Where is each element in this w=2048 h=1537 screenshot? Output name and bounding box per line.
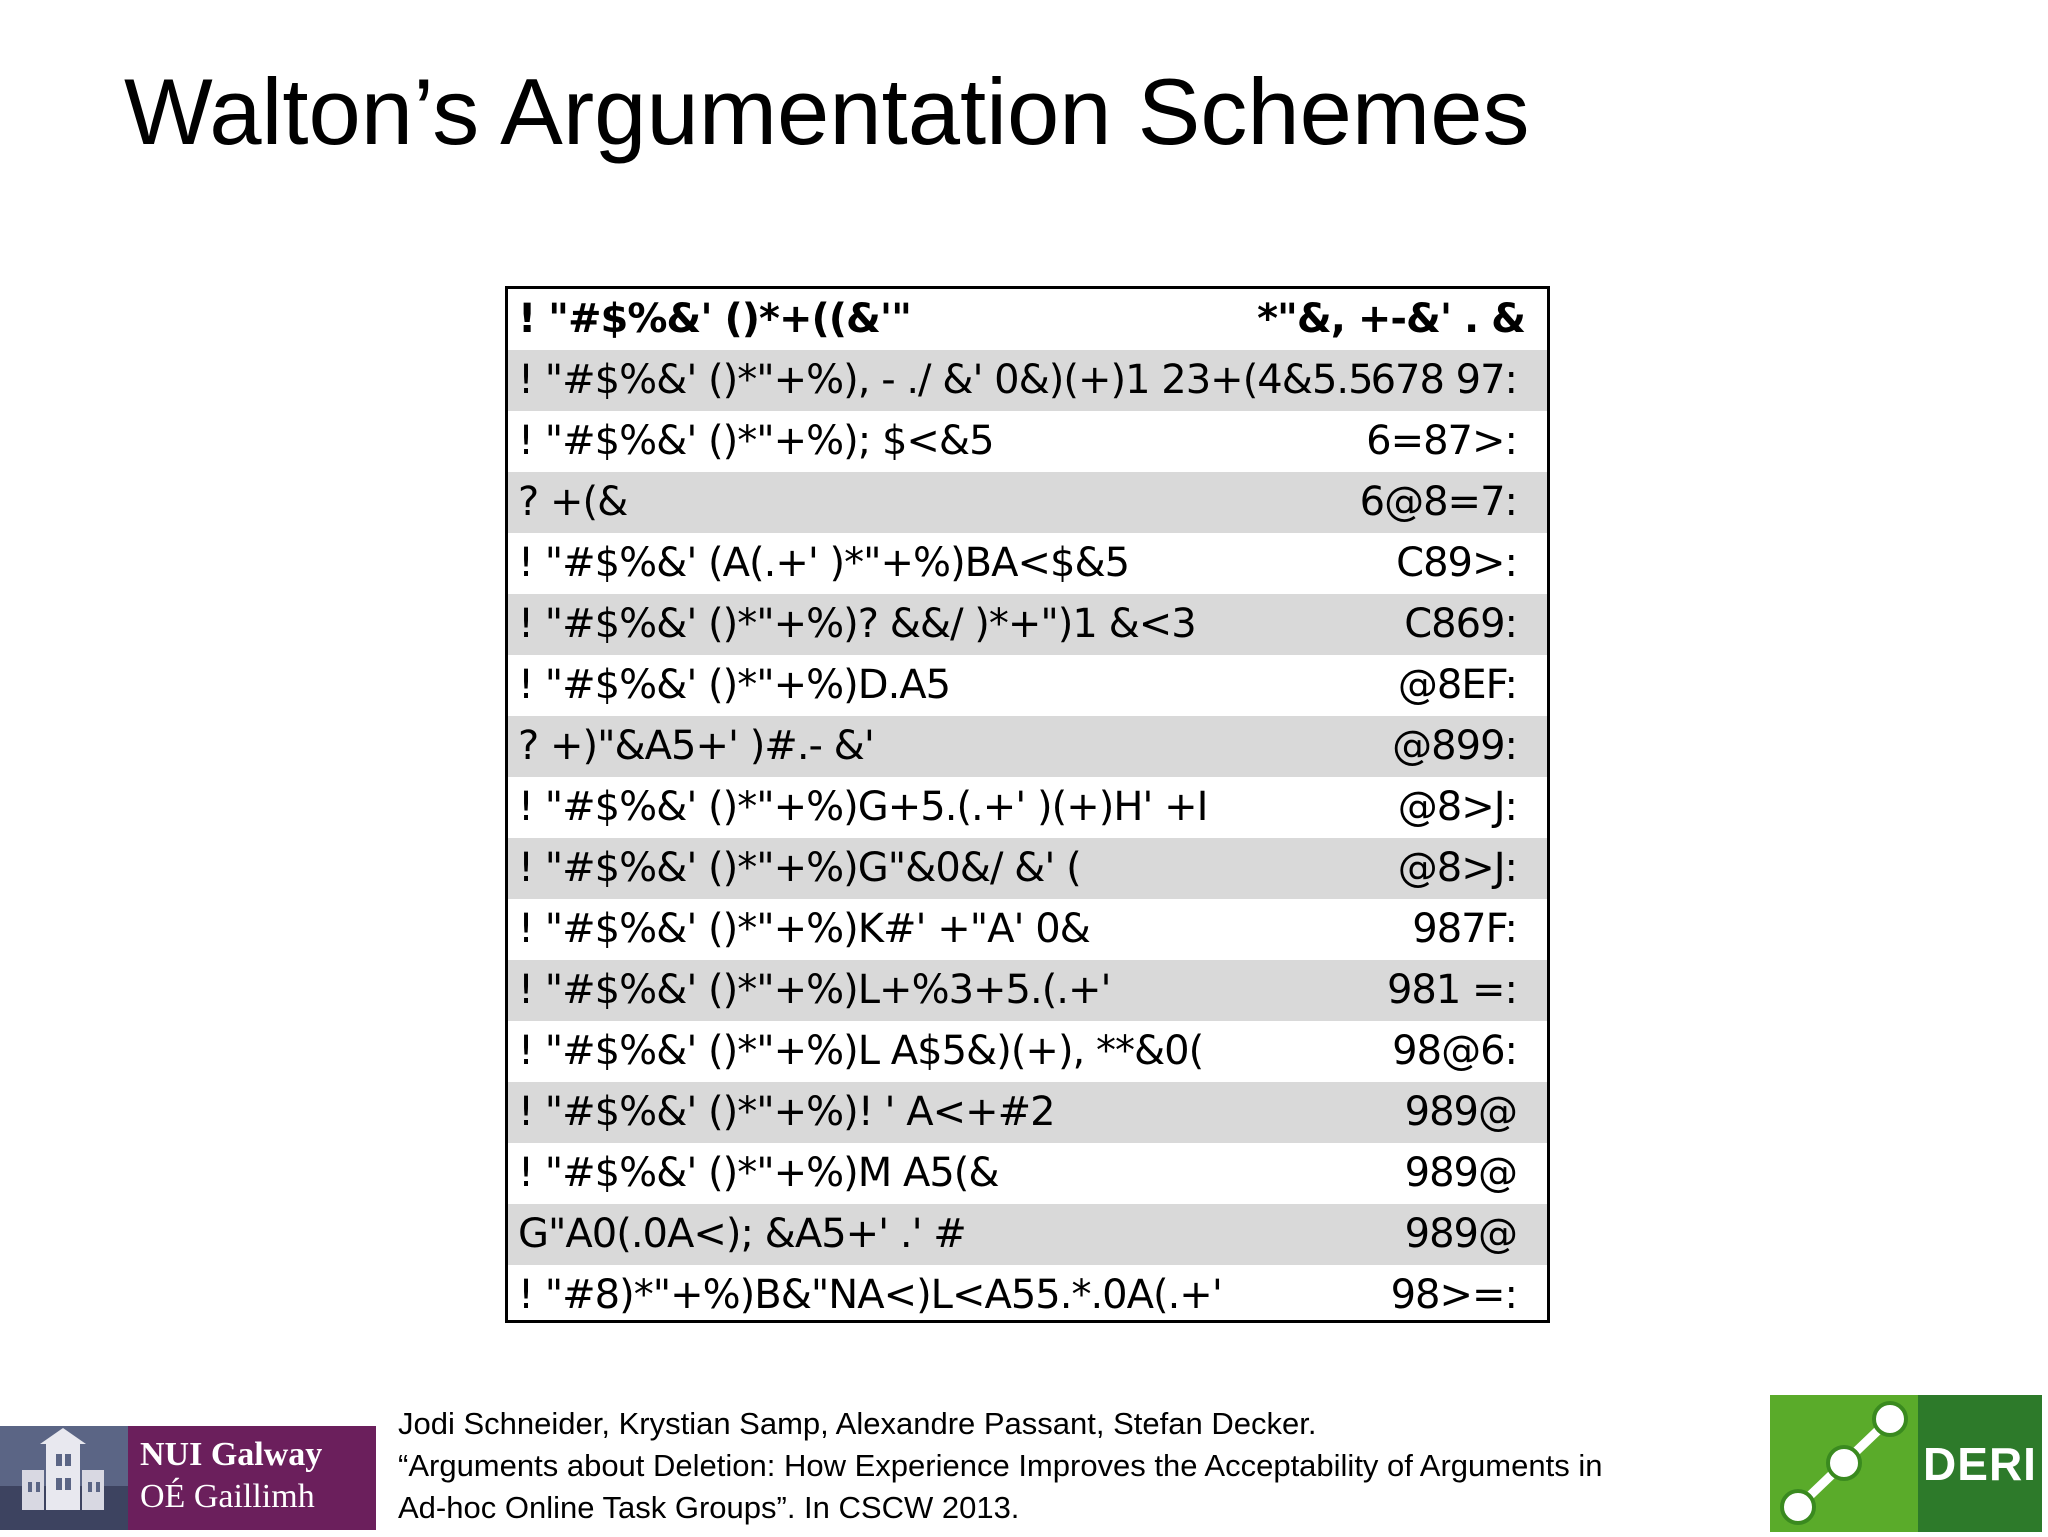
scheme-value-cell: 98>=: — [1390, 1272, 1517, 1318]
table-row — [508, 1143, 1547, 1204]
table-row — [508, 716, 1547, 777]
scheme-name-cell: ! "#$%&' ()*"+%)L+%3+5.(.+' — [518, 967, 1111, 1013]
scheme-value-cell: 989@ — [1404, 1150, 1517, 1196]
scheme-name-cell: G"A0(.0A<); &A5+' .' # — [518, 1211, 966, 1257]
table-row — [508, 472, 1547, 533]
scheme-name-cell: ! "#$%&' (A(.+' )*"+%)BA<$&5 — [518, 540, 1130, 586]
scheme-value-cell: 987F: — [1412, 906, 1517, 952]
scheme-value-cell: @8>J: — [1397, 784, 1517, 830]
scheme-name-cell: ! "#$%&' ()*"+%)! ' A<+#2 — [518, 1089, 1055, 1135]
scheme-name-cell: ? +)"&A5+' )#.- &' — [518, 723, 874, 769]
deri-nodes-icon — [1770, 1395, 1918, 1532]
scheme-value-cell: 98@6: — [1392, 1028, 1517, 1074]
nui-logo-line2: OÉ Gaillimh — [140, 1478, 315, 1515]
scheme-name-cell: ? +(& — [518, 479, 628, 525]
deri-logo-text: DERI — [1918, 1395, 2042, 1532]
nui-logo-text — [128, 1426, 376, 1530]
scheme-name-cell: ! "#$%&' ()*"+%), - ./ &' 0&)(+)1 23+(4&5.5 — [518, 357, 1373, 403]
scheme-name-cell: ! "#$%&' ()*"+%)G"&0&/ &' ( — [518, 845, 1081, 891]
table-row — [508, 411, 1547, 472]
table-header-row — [508, 289, 1547, 350]
scheme-name-cell: ! "#$%&' ()*"+%)G+5.(.+' )(+)H' +I — [518, 784, 1208, 830]
building-icon — [0, 1426, 128, 1530]
scheme-value-cell: C869: — [1404, 601, 1517, 647]
deri-logo — [1770, 1395, 2042, 1532]
header-name-cell: ! "#$%&' ()*+((&'" — [518, 296, 912, 342]
table-row — [508, 594, 1547, 655]
scheme-name-cell: ! "#$%&' ()*"+%)K#' +"A' 0& — [518, 906, 1090, 952]
table-row — [508, 777, 1547, 838]
scheme-value-cell: C89>: — [1396, 540, 1517, 586]
citation — [398, 1403, 1738, 1529]
table-row — [508, 350, 1547, 411]
scheme-name-cell: ! "#$%&' ()*"+%)D.A5 — [518, 662, 951, 708]
scheme-value-cell: 989@ — [1404, 1211, 1517, 1257]
scheme-name-cell: ! "#$%&' ()*"+%)L A$5&)(+), **&0( — [518, 1028, 1204, 1074]
citation-line-venue: Ad-hoc Online Task Groups”. In CSCW 2013. — [398, 1490, 1020, 1525]
header-value-cell: *"&, +-&' . & — [1257, 296, 1525, 342]
scheme-value-cell: 6@8=7: — [1359, 479, 1517, 525]
table-row — [508, 655, 1547, 716]
scheme-value-cell: 6=87>: — [1366, 418, 1517, 464]
scheme-value-cell: @8>J: — [1397, 845, 1517, 891]
scheme-value-cell: 678 97: — [1370, 357, 1517, 403]
citation-line-authors: Jodi Schneider, Krystian Samp, Alexandre Passant, Stefan Decker. — [398, 1406, 1317, 1441]
scheme-value-cell: 989@ — [1404, 1089, 1517, 1135]
scheme-name-cell: ! "#$%&' ()*"+%); $<&5 — [518, 418, 994, 464]
table-row — [508, 1082, 1547, 1143]
table-row — [508, 960, 1547, 1021]
scheme-name-cell: ! "#8)*"+%)B&"NA<)L<A55.*.0A(.+' — [518, 1272, 1222, 1318]
scheme-value-cell: @8EF: — [1397, 662, 1517, 708]
scheme-value-cell: 981 =: — [1386, 967, 1517, 1013]
scheme-value-cell: @899: — [1392, 723, 1517, 769]
table-row — [508, 838, 1547, 899]
scheme-name-cell: ! "#$%&' ()*"+%)? &&/ )*+")1 &<3 — [518, 601, 1196, 647]
table-row — [508, 899, 1547, 960]
slide-title: Walton’s Argumentation Schemes — [124, 59, 1530, 164]
table-body — [508, 350, 1547, 1326]
schemes-table — [505, 286, 1550, 1323]
citation-line-title: “Arguments about Deletion: How Experience Improves the Acceptability of Arguments in — [398, 1448, 1603, 1483]
table-row — [508, 1021, 1547, 1082]
scheme-name-cell: ! "#$%&' ()*"+%)M A5(& — [518, 1150, 999, 1196]
table-row — [508, 1265, 1547, 1326]
nui-logo-line1: NUI Galway — [140, 1436, 323, 1473]
nui-galway-logo — [0, 1426, 376, 1530]
table-row — [508, 533, 1547, 594]
table-row — [508, 1204, 1547, 1265]
